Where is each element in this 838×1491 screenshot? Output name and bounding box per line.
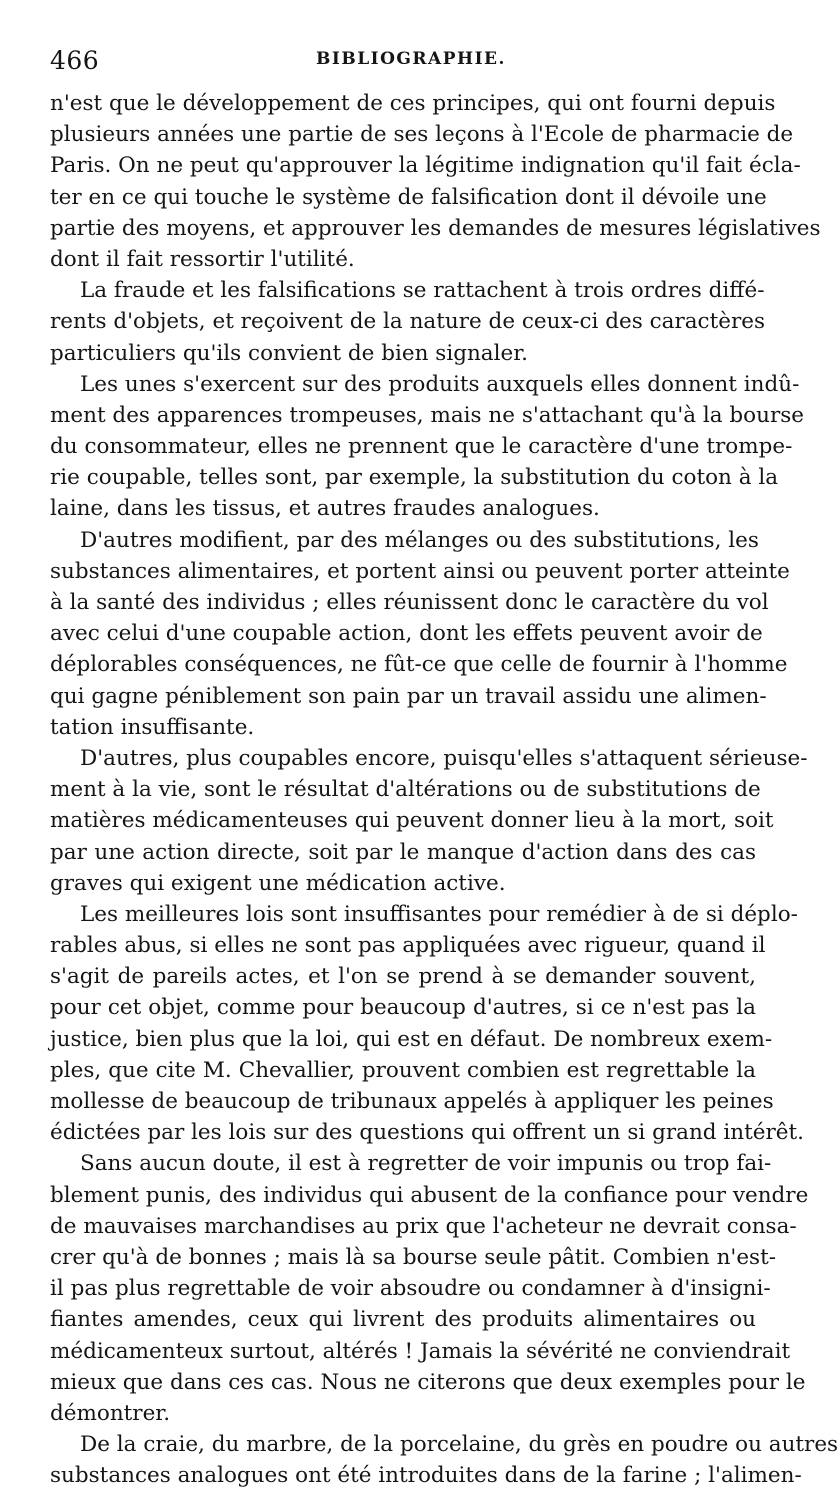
text-line: s'agit de pareils actes, et l'on se prend à se demander souvent, <box>50 964 756 990</box>
text-line: Les meilleures lois sont insuffisantes pour remédier à de si déplo- <box>80 901 798 927</box>
page-number: 466 <box>50 46 100 75</box>
paragraph <box>50 525 790 743</box>
text-line: mollesse de beaucoup de tribunaux appelés à appliquer les peines <box>50 1089 774 1114</box>
text-line: de mauvaises marchandises au prix que l'acheteur ne devrait consa- <box>50 1213 797 1239</box>
paragraph <box>50 88 821 275</box>
text-line: particuliers qu'ils convient de bien signaler. <box>50 340 528 366</box>
text-line: démontrer. <box>50 1400 171 1426</box>
text-line: rables abus, si elles ne sont pas appliquées avec rigueur, quand il <box>50 933 766 959</box>
body-text <box>50 88 838 1491</box>
text-line: avec celui d'une coupable action, dont les effets peuvent avoir de <box>50 621 763 647</box>
running-header <box>50 46 762 74</box>
text-line: justice, bien plus que la loi, qui est en défaut. De nombreux exem- <box>50 1026 773 1052</box>
text-line: ples, que cite M. Chevallier, prouvent combien est regrettable la <box>50 1057 756 1083</box>
paragraph <box>50 275 766 369</box>
text-line: médicamenteux surtout, altérés ! Jamais la sévérité ne conviendrait <box>50 1338 791 1364</box>
text-line: matières médicamenteuses qui peuvent donner lieu à la mort, soit <box>50 808 774 834</box>
text-line: mieux que dans ces cas. Nous ne citerons que deux exemples pour le <box>50 1369 806 1395</box>
paragraph <box>50 1148 809 1429</box>
text-line: qui gagne péniblement son pain par un travail assidu une alimen- <box>50 683 767 709</box>
text-line: pour cet objet, comme pour beaucoup d'autres, si ce n'est pas la <box>50 995 756 1021</box>
text-line: crer qu'à de bonnes ; mais là sa bourse seule pâtit. Combien n'est- <box>50 1244 776 1270</box>
text-line: tation insuffisante. <box>50 714 255 740</box>
text-line: déplorables conséquences, ne fût-ce que celle de fournir à l'homme <box>50 652 788 678</box>
text-line: La fraude et les falsifications se rattachent à trois ordres diffé- <box>80 278 765 304</box>
text-line: blement punis, des individus qui abusent de la confiance pour vendre <box>50 1182 809 1208</box>
text-line: D'autres, plus coupables encore, puisqu'elles s'attaquent sérieuse- <box>80 745 808 771</box>
text-line: à la santé des individus ; elles réunissent donc le caractère du vol <box>50 590 769 615</box>
text-line: rie coupable, telles sont, par exemple, la substitution du coton à la <box>50 465 779 491</box>
text-line: substances analogues ont été introduites dans de la farine ; l'alimen- <box>50 1463 802 1489</box>
text-line: fiantes amendes, ceux qui livrent des produits alimentaires ou <box>50 1307 756 1333</box>
text-line: n'est que le développement de ces principes, qui ont fourni depuis <box>50 91 776 116</box>
text-line: graves qui exigent une médication active. <box>50 870 506 896</box>
text-line: ment des apparences trompeuses, mais ne s'attachant qu'à la bourse <box>50 402 805 428</box>
text-line: plusieurs années une partie de ses leçons à l'Ecole de pharmacie de <box>50 122 794 148</box>
text-line: D'autres modifient, par des mélanges ou des substitutions, les <box>80 527 759 553</box>
text-line: Les unes s'exercent sur des produits auxquels elles donnent indû- <box>80 371 800 397</box>
text-line: il pas plus regrettable de voir absoudre ou condamner à d'insigni- <box>50 1276 771 1302</box>
text-line: laine, dans les tissus, et autres fraudes analogues. <box>50 496 600 522</box>
text-line: De la craie, du marbre, de la porcelaine, du grès en poudre ou autres <box>80 1432 838 1458</box>
text-line: ter en ce qui touche le système de falsification dont il dévoile une <box>50 184 767 210</box>
paragraph <box>50 743 808 899</box>
paragraph <box>50 369 805 525</box>
text-line: substances alimentaires, et portent ainsi ou peuvent porter atteinte <box>50 558 790 584</box>
paragraph <box>50 899 804 1149</box>
text-line: édictées par les lois sur des questions qui offrent un si grand intérêt. <box>50 1120 804 1146</box>
paragraph <box>50 1429 838 1491</box>
text-line: dont il fait ressortir l'utilité. <box>50 246 355 272</box>
text-line: rents d'objets, et reçoivent de la nature de ceux-ci des caractères <box>50 309 766 335</box>
text-line: Sans aucun doute, il est à regretter de voir impunis ou trop fai- <box>80 1151 772 1177</box>
text-line: du consommateur, elles ne prennent que le caractère d'une trompe- <box>50 434 793 460</box>
text-line: ment à la vie, sont le résultat d'altérations ou de substitutions de <box>50 777 761 803</box>
text-line: Paris. On ne peut qu'approuver la légitime indignation qu'il fait écla- <box>50 153 801 179</box>
text-line: partie des moyens, et approuver les demandes de mesures législatives <box>50 215 821 241</box>
text-line: par une action directe, soit par le manque d'action dans des cas <box>50 839 756 865</box>
running-title: BIBLIOGRAPHIE. <box>316 49 506 69</box>
